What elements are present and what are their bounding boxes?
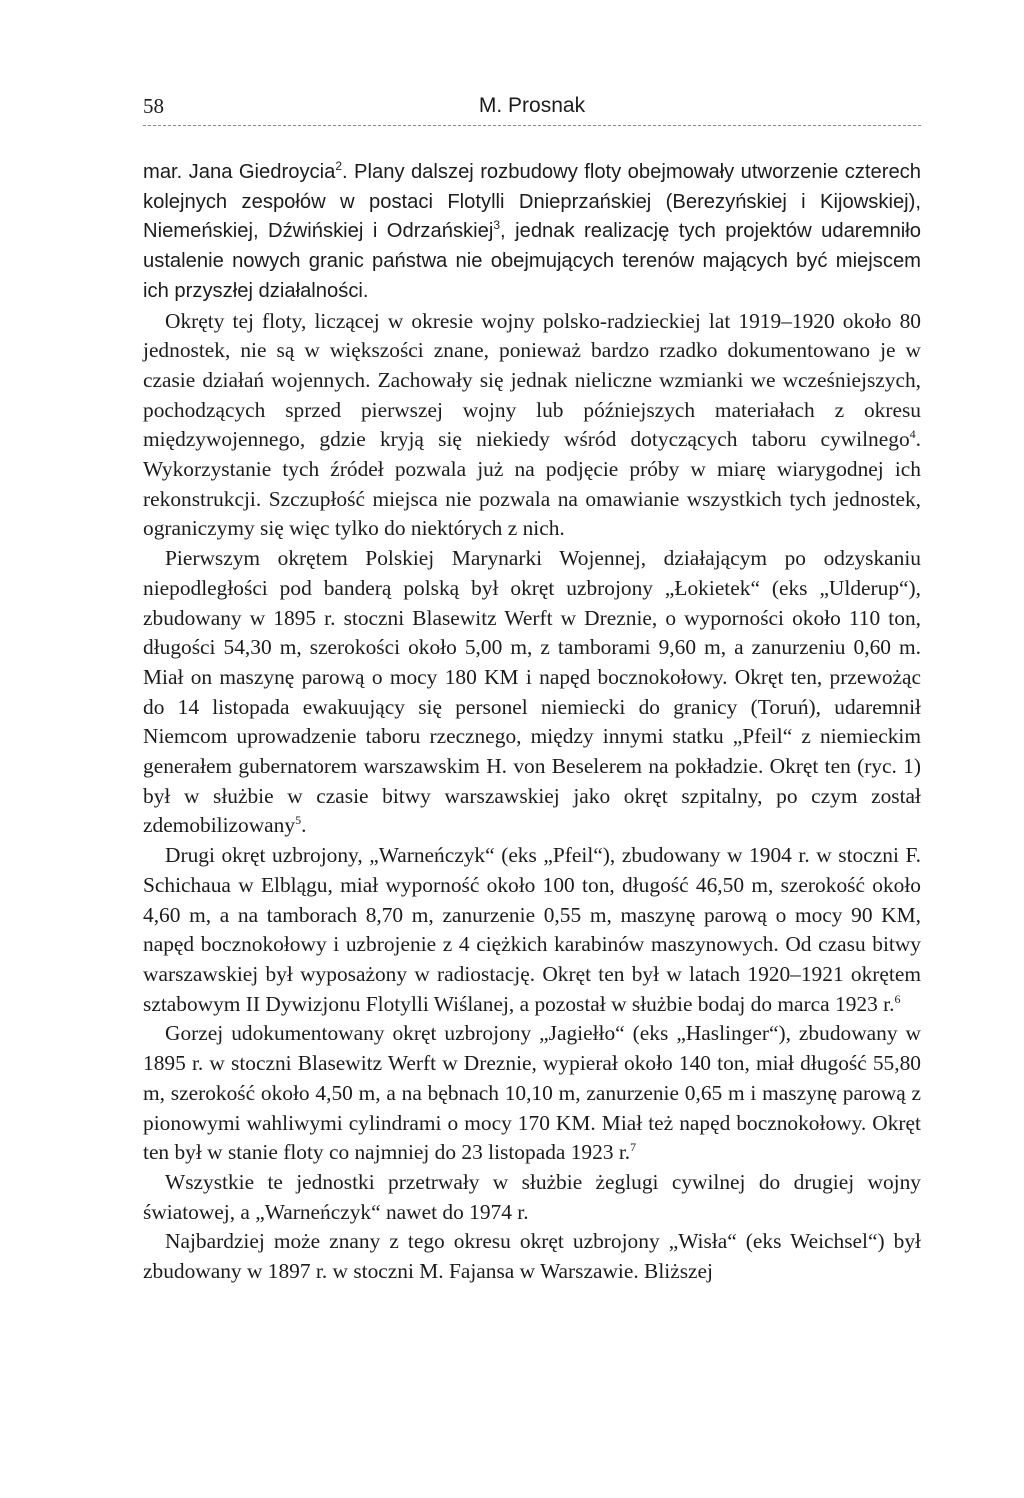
paragraph-text: , jednak realizację tych projektów udaremniło ustalenie nowych granic państwa nie obejmujących terenów mających być miejscem ich przyszłej działalności. <box>143 220 921 302</box>
paragraph-5 <box>143 1019 921 1168</box>
body-text <box>143 158 921 1287</box>
footnote-ref-6: 6 <box>894 991 901 1006</box>
paragraph-2 <box>143 307 921 545</box>
paragraph-4 <box>143 841 921 1019</box>
paragraph-1 <box>143 158 921 307</box>
footnote-ref-4: 4 <box>909 427 916 442</box>
footnote-ref-5: 5 <box>295 813 302 828</box>
paragraph-text: Wszystkie te jednostki przetrwały w służbie żeglugi cywilnej do drugiej wojny światowej, a „Warneńczyk“ nawet do 1974 r. <box>143 1169 921 1224</box>
paragraph-6 <box>143 1168 921 1227</box>
footnote-ref-7: 7 <box>630 1140 637 1155</box>
paragraph-text: Gorzej udokumentowany okręt uzbrojony „Jagiełło“ (eks „Haslinger“), zbudowany w 1895 r. w stoczni Blasewitz Werft w Dreznie, wypierał około 140 ton, miał długość 55,80 m, szerokość około 4,50 m, a na bębnach 10,10 m, zanurzenie 0,65 m i maszynę parową z pionowymi wahliwymi cylindrami o mocy 170 KM. Miał też napęd bocznokołowy. Okręt ten był w stanie floty co najmniej do 23 listopada 1923 r. <box>143 1021 921 1165</box>
paragraph-text: mar. Jana Giedroycia <box>143 161 336 183</box>
footnote-ref-3: 3 <box>493 218 501 233</box>
running-head: M. Prosnak <box>478 94 586 117</box>
paragraph-text: . <box>301 813 307 838</box>
paragraph-text: Drugi okręt uzbrojony, „Warneńczyk“ (eks „Pfeil“), zbudowany w 1904 r. w stoczni F. Schichaua w Elblągu, miał wyporność około 100 ton, długość 46,50 m, szerokość około 4,60 m, a na tamborach 8,70 m, zanurzenie 0,55 m, maszynę parową o mocy 90 KM, napęd bocznokołowy i uzbrojenie z 4 ciężkich karabinów maszynowych. Od czasu bitwy warszawskiej był wyposażony w radiostację. Okręt ten był w latach 1920–1921 okrętem sztabowym II Dywizjonu Flotylli Wiślanej, a pozostał w służbie bodaj do marca 1923 r. <box>143 843 921 1016</box>
paragraph-text: . Wykorzystanie tych źródeł pozwala już na podjęcie próby w miarę wiarygodnej ich rekonstrukcji. Szczupłość miejsca nie pozwala na omawianie wszystkich tych jednostek, ograniczymy się więc tylko do niektórych z nich. <box>143 427 921 541</box>
paragraph-3 <box>143 544 921 841</box>
page-number: 58 <box>143 94 164 118</box>
paragraph-7 <box>143 1227 921 1286</box>
page-header <box>143 93 921 126</box>
paragraph-text: Pierwszym okrętem Polskiej Marynarki Wojennej, działającym po odzyskaniu niepodległości pod banderą polską był okręt uzbrojony „Łokietek“ (eks „Ulderup“), zbudowany w 1895 r. stoczni Blasewitz Werft w Dreznie, o wyporności około 110 ton, długości 54,30 m, szerokości około 5,00 m, z tamborami 9,60 m, a zanurzeniu 0,60 m. Miał on maszynę parową o mocy 180 KM i napęd bocznokołowy. Okręt ten, przewożąc do 14 listopada ewakuujący się personel niemiecki do granicy (Toruń), udaremnił Niemcom uprowadzenie taboru rzecznego, między innymi statku „Pfeil“ z niemieckim generałem gubernatorem warszawskim H. von Beselerem na pokładzie. Okręt ten (ryc. 1) był w służbie w czasie bitwy warszawskiej jako okręt szpitalny, po czym został zdemobilizowany <box>143 546 921 838</box>
footnote-ref-2: 2 <box>335 159 343 173</box>
paragraph-text: . Plany dalszej rozbudowy floty obejmowały utworzenie czterech kolejnych zespołów w postaci Flotylli Dnieprzańskiej (Berezyńskiej i Kijowskiej), Niemeńskiej, Dźwińskiej i Odrzańskiej <box>143 161 921 243</box>
paragraph-text: Okręty tej floty, liczącej w okresie wojny polsko-radzieckiej lat 1919–1920 około 80 jednostek, nie są w większości znane, ponieważ bardzo rzadko dokumentowano je w czasie działań wojennych. Zachowały się jednak nieliczne wzmianki we wcześniejszych, pochodzących sprzed pierwszej wojny lub późniejszych materiałach z okresu międzywojennego, gdzie kryją się niekiedy wśród dotyczących taboru cywilnego <box>143 308 921 452</box>
paragraph-text: Najbardziej może znany z tego okresu okręt uzbrojony „Wisła“ (eks Weichsel“) był zbudowany w 1897 r. w stoczni M. Fajansa w Warszawie. Bliższej <box>143 1229 921 1284</box>
